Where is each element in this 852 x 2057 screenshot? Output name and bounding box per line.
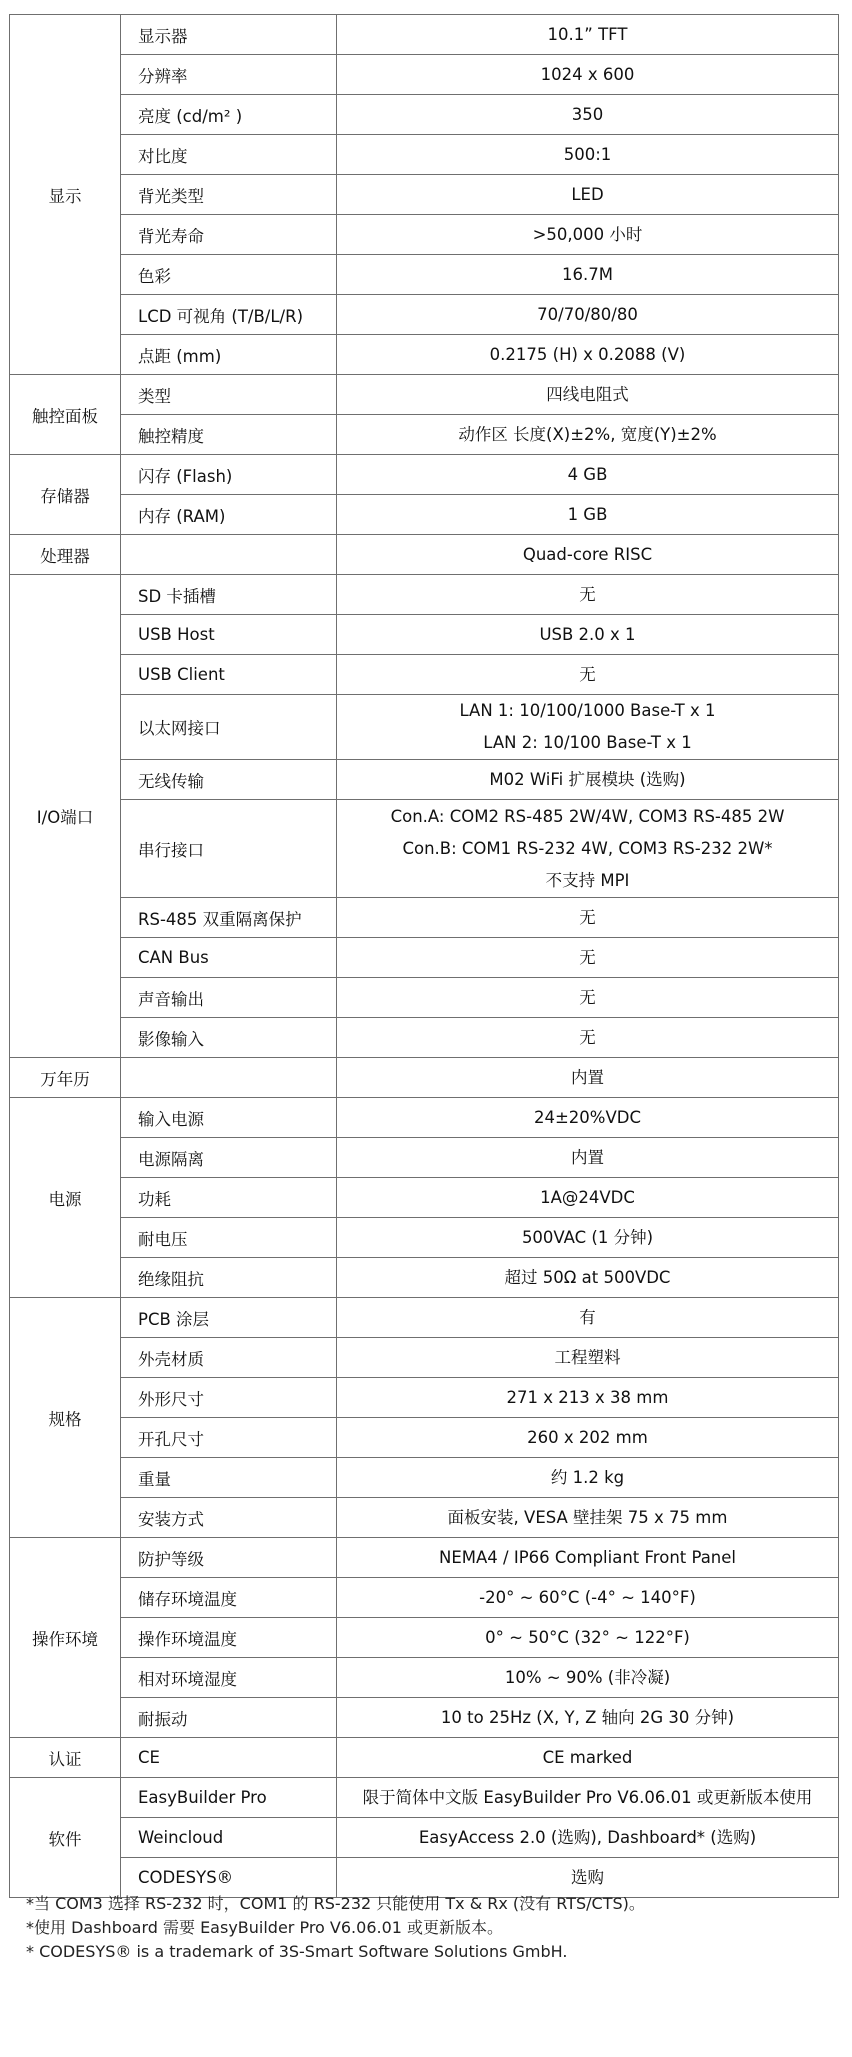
spec-item-cell: 开孔尺寸 [121,1418,337,1458]
spec-value-line: 四线电阻式 [546,384,629,404]
spec-value-cell [337,1138,839,1178]
spec-value-line: 1 GB [567,504,608,524]
spec-item-cell [121,1058,337,1098]
spec-value-line: 超过 50Ω at 500VDC [504,1267,671,1287]
spec-value-cell [337,938,839,978]
table-row [10,535,839,575]
category-cell: 电源 [10,1098,121,1298]
spec-item-cell: CODESYS® [121,1858,337,1898]
spec-item-cell: 相对环境湿度 [121,1658,337,1698]
category-cell: 操作环境 [10,1538,121,1738]
table-row [10,495,839,535]
spec-value-cell [337,1658,839,1698]
table-row [10,215,839,255]
spec-value-line: 无 [579,584,596,604]
spec-value-cell [337,978,839,1018]
table-row [10,1778,839,1818]
spec-value-cell [337,175,839,215]
spec-item-cell: 对比度 [121,135,337,175]
spec-value-line: 工程塑料 [554,1347,621,1367]
spec-item-cell: 耐电压 [121,1218,337,1258]
table-row [10,800,839,898]
table-row [10,615,839,655]
spec-item-cell: 显示器 [121,15,337,55]
spec-item-cell: 内存 (RAM) [121,495,337,535]
table-row [10,295,839,335]
spec-value-line: NEMA4 / IP66 Compliant Front Panel [439,1547,736,1567]
spec-item-cell: 安装方式 [121,1498,337,1538]
category-cell: I/O端口 [10,575,121,1058]
table-row [10,1418,839,1458]
spec-item-cell: 电源隔离 [121,1138,337,1178]
spec-value-line: EasyAccess 2.0 (选购), Dashboard* (选购) [418,1827,757,1847]
spec-value-line: 约 1.2 kg [550,1467,625,1487]
spec-value-cell [337,1018,839,1058]
spec-value-cell [337,295,839,335]
spec-value-line: 无 [579,664,596,684]
spec-value-cell [337,655,839,695]
spec-item-cell: USB Host [121,615,337,655]
spec-value-line: LAN 1: 10/100/1000 Base-T x 1 [459,701,716,720]
spec-item-cell [121,535,337,575]
spec-item-cell: 点距 (mm) [121,335,337,375]
category-cell: 触控面板 [10,375,121,455]
spec-value-cell [337,1218,839,1258]
category-cell: 存储器 [10,455,121,535]
spec-value-line: 不支持 MPI [545,870,630,890]
spec-value-cell [337,1058,839,1098]
table-row [10,1458,839,1498]
spec-value-cell [337,898,839,938]
spec-value-cell [337,1178,839,1218]
spec-value-cell [337,615,839,655]
spec-value-cell [337,1298,839,1338]
table-row [10,1498,839,1538]
table-row [10,1738,839,1778]
spec-item-cell: CAN Bus [121,938,337,978]
spec-value-line: 无 [579,907,596,927]
spec-value-line: Quad-core RISC [522,544,653,564]
spec-value-line: 有 [579,1307,596,1327]
table-row [10,1538,839,1578]
spec-item-cell: PCB 涂层 [121,1298,337,1338]
spec-value-line: 500VAC (1 分钟) [521,1227,654,1247]
table-row [10,415,839,455]
table-row [10,15,839,55]
spec-value-cell [337,15,839,55]
spec-item-cell: 输入电源 [121,1098,337,1138]
spec-table [9,14,839,1898]
spec-item-cell: 类型 [121,375,337,415]
spec-value-cell [337,1498,839,1538]
spec-value-line: 无 [579,987,596,1007]
spec-value-cell [337,1618,839,1658]
spec-item-cell: 亮度 (cd/m² ) [121,95,337,135]
spec-value-cell [337,1818,839,1858]
spec-value-cell [337,255,839,295]
table-row [10,335,839,375]
spec-value-line: Con.A: COM2 RS-485 2W/4W, COM3 RS-485 2W [390,806,785,826]
footnote: *当 COM3 选择 RS-232 时，COM1 的 RS-232 只能使用 Tx & Rx (没有 RTS/CTS)。 [26,1894,645,1913]
table-row [10,655,839,695]
spec-value-cell [337,1538,839,1578]
table-row [10,898,839,938]
spec-value-line: 内置 [571,1147,604,1167]
table-row [10,1098,839,1138]
spec-value-cell [337,1458,839,1498]
spec-value-line: LED [571,184,604,204]
spec-value-line: 271 x 213 x 38 mm [506,1387,669,1407]
table-row [10,1018,839,1058]
spec-value-line: CE marked [542,1747,633,1767]
spec-item-cell: 色彩 [121,255,337,295]
spec-item-cell: 以太网接口 [121,695,337,760]
spec-value-line: Con.B: COM1 RS-232 4W, COM3 RS-232 2W* [402,838,773,858]
table-row [10,135,839,175]
spec-value-cell [337,215,839,255]
spec-item-cell: 影像输入 [121,1018,337,1058]
spec-item-cell: RS-485 双重隔离保护 [121,898,337,938]
spec-value-cell [337,1338,839,1378]
spec-value-cell [337,1698,839,1738]
spec-value-cell [337,800,839,898]
table-row [10,938,839,978]
spec-value-cell [337,495,839,535]
spec-value-cell [337,415,839,455]
category-cell: 认证 [10,1738,121,1778]
spec-item-cell: 无线传输 [121,760,337,800]
table-row [10,1338,839,1378]
spec-value-line: 0.2175 (H) x 0.2088 (V) [489,344,686,364]
category-cell: 软件 [10,1778,121,1898]
spec-value-cell [337,1738,839,1778]
spec-item-cell: 触控精度 [121,415,337,455]
spec-value-line: 260 x 202 mm [527,1427,648,1447]
table-row [10,1658,839,1698]
spec-value-cell [337,1258,839,1298]
spec-value-line: 无 [579,1027,596,1047]
table-row [10,375,839,415]
spec-value-cell [337,1098,839,1138]
spec-item-cell: 防护等级 [121,1538,337,1578]
category-cell: 处理器 [10,535,121,575]
spec-value-cell [337,535,839,575]
spec-value-line: >50,000 小时 [532,224,643,244]
table-row [10,1258,839,1298]
table-row [10,695,839,760]
spec-value-cell [337,575,839,615]
spec-value-line: 面板安装, VESA 壁挂架 75 x 75 mm [447,1507,728,1527]
footnotes [26,1892,645,1964]
spec-item-cell: 背光寿命 [121,215,337,255]
category-cell: 规格 [10,1298,121,1538]
spec-value-line: 10.1” TFT [547,24,628,44]
spec-item-cell: CE [121,1738,337,1778]
spec-value-line: 0° ~ 50°C (32° ~ 122°F) [485,1627,690,1647]
spec-value-cell [337,1418,839,1458]
spec-item-cell: 声音输出 [121,978,337,1018]
spec-value-cell [337,1578,839,1618]
spec-item-cell: 外形尺寸 [121,1378,337,1418]
spec-value-cell [337,135,839,175]
spec-value-line: 无 [579,947,596,967]
spec-item-cell: 储存环境温度 [121,1578,337,1618]
spec-value-line: 350 [571,104,604,124]
spec-value-line: 动作区 长度(X)±2%, 宽度(Y)±2% [458,424,717,444]
table-row [10,760,839,800]
spec-item-cell: 分辨率 [121,55,337,95]
spec-value-line: 4 GB [567,464,608,484]
category-cell: 万年历 [10,1058,121,1098]
spec-item-cell: 闪存 (Flash) [121,455,337,495]
spec-value-line: 24±20%VDC [533,1107,641,1127]
spec-item-cell: 绝缘阻抗 [121,1258,337,1298]
table-row [10,175,839,215]
table-row [10,455,839,495]
spec-value-line: 内置 [571,1067,604,1087]
spec-value-line: 10 to 25Hz (X, Y, Z 轴向 2G 30 分钟) [440,1707,735,1727]
table-row [10,1818,839,1858]
spec-value-line: LAN 2: 10/100 Base-T x 1 [483,733,692,752]
spec-value-line: 500:1 [563,144,612,164]
spec-item-cell: 功耗 [121,1178,337,1218]
spec-item-cell: 重量 [121,1458,337,1498]
spec-value-line: 限于简体中文版 EasyBuilder Pro V6.06.01 或更新版本使用 [362,1787,813,1807]
spec-item-cell: EasyBuilder Pro [121,1778,337,1818]
spec-value-line: -20° ~ 60°C (-4° ~ 140°F) [479,1587,696,1607]
spec-value-cell [337,695,839,760]
table-row [10,1298,839,1338]
spec-value-line: 10% ~ 90% (非冷凝) [504,1667,671,1687]
spec-value-cell [337,55,839,95]
table-row [10,1218,839,1258]
spec-value-cell [337,760,839,800]
spec-item-cell: USB Client [121,655,337,695]
spec-item-cell: 操作环境温度 [121,1618,337,1658]
table-row [10,95,839,135]
spec-value-cell [337,375,839,415]
table-row [10,1178,839,1218]
spec-value-cell [337,455,839,495]
spec-value-line: 1024 x 600 [540,64,635,84]
table-row [10,1138,839,1178]
spec-value-line: 1A@24VDC [540,1187,635,1207]
spec-value-line: USB 2.0 x 1 [539,624,636,644]
spec-value-line: 选购 [571,1867,604,1887]
spec-value-cell [337,1778,839,1818]
spec-value-line: M02 WiFi 扩展模块 (选购) [489,769,686,789]
spec-item-cell: LCD 可视角 (T/B/L/R) [121,295,337,335]
spec-item-cell: SD 卡插槽 [121,575,337,615]
table-row [10,55,839,95]
table-row [10,1378,839,1418]
category-cell: 显示 [10,15,121,375]
spec-value-line: 16.7M [562,264,613,284]
table-row [10,575,839,615]
table-row [10,1578,839,1618]
spec-value-line: 70/70/80/80 [537,304,638,324]
spec-value-cell [337,1378,839,1418]
spec-value-cell [337,335,839,375]
spec-item-cell: 耐振动 [121,1698,337,1738]
table-row [10,255,839,295]
table-row [10,978,839,1018]
spec-item-cell: 背光类型 [121,175,337,215]
footnote: * CODESYS® is a trademark of 3S-Smart Software Solutions GmbH. [26,1942,568,1961]
spec-value-cell [337,95,839,135]
spec-item-cell: Weincloud [121,1818,337,1858]
spec-item-cell: 串行接口 [121,800,337,898]
footnote: *使用 Dashboard 需要 EasyBuilder Pro V6.06.01 或更新版本。 [26,1918,504,1937]
table-row [10,1698,839,1738]
table-row [10,1618,839,1658]
spec-item-cell: 外壳材质 [121,1338,337,1378]
table-row [10,1058,839,1098]
